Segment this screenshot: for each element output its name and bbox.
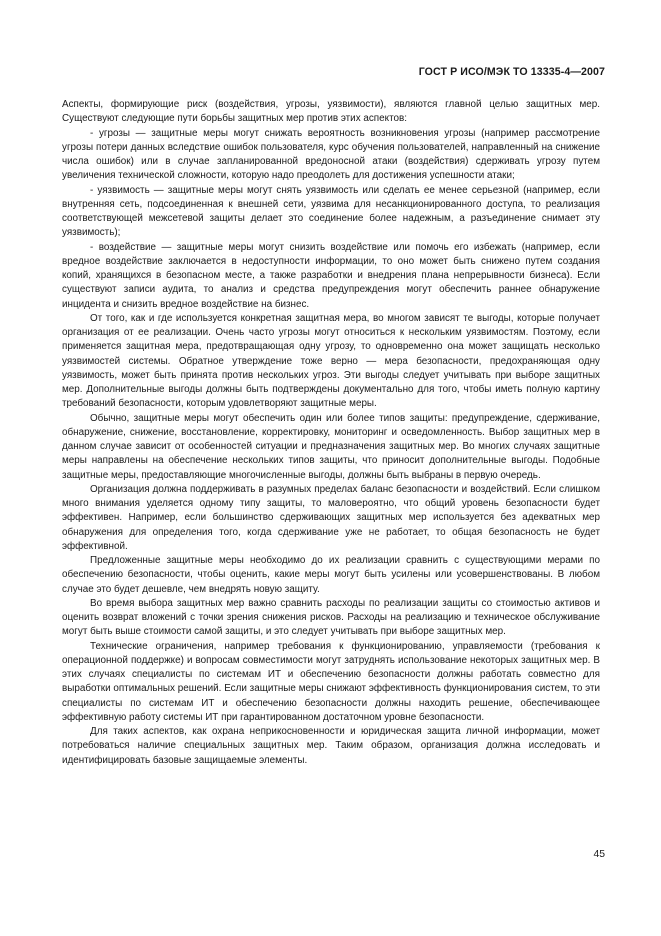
paragraph-intro: Аспекты, формирующие риск (воздействия, угрозы, уязвимости), являются главной целью защитных мер. Существуют следующие пути борьбы защитных мер против этих аспектов: (62, 99, 600, 125)
paragraph-privacy: Для таких аспектов, как охрана неприкосновенности и юридическая защита личной информации, может потребоваться наличие специальных защитных мер. Таким образом, организация должна исследовать и идентифицировать базовые защищаемые элементы. (62, 726, 600, 766)
paragraph-threats: - угрозы — защитные меры могут снижать вероятность возникновения угрозы (например рассмотрение угрозы потери данных вследствие ошибок пользователя, курс обучения пользователей, направленный на снижение числа ошибок) или в случае запланированной вредоносной атаки (воздействия) сдерживать угрозу путем увеличения технической сложности, которую надо преодолеть для достижения успешности атаки; (62, 127, 600, 182)
paragraph-impact: - воздействие — защитные меры могут снизить воздействие или помочь его избежать (например, если вредное воздействие заключается в недоступности информации, то оно может быть снижено путем создания копий, хранящихся в безопасном месте, а также разработки и внедрения плана непрерывности бизнеса). Если существуют записи аудита, то анализ и средства предупреждения могут обеспечить раннее обнаружение инцидента и снизить вредное воздействие на бизнес. (62, 241, 600, 310)
document-header: ГОСТ Р ИСО/МЭК ТО 13335-4—2007 (418, 66, 605, 78)
paragraph-balance: Организация должна поддерживать в разумных пределах баланс безопасности и воздействий. Если слишком много внимания уделяется одному типу защиты, то маловероятно, что общий уровень безопасности будет эффективен. Например, если большинство сдерживающих защитных мер используется без адекватных мер обнаружения для определения того, когда сдерживание уже не работает, то общая безопасность не будет эффективной. (62, 483, 600, 552)
paragraph-comparison: Предложенные защитные меры необходимо до их реализации сравнить с существующими мерами по обеспечению безопасности, чтобы оценить, какие меры могут быть усилены или усовершенствованы. В любом случае это будет дешевле, чем внедрять новую защиту. (62, 555, 600, 595)
paragraph-protection-types: Обычно, защитные меры могут обеспечить один или более типов защиты: предупреждение, сдерживание, обнаружение, снижение, восстановление, корректировку, мониторинг и осведомленность. Выбор защитных мер в данном случае зависит от особенностей ситуации и предназначения защитных мер. Во многих случаях защитные меры направлены на обеспечение нескольких типов защиты, что приносит дополнительные выгоды. Подобные защитные меры, предоставляющие многочисленные выгоды, должны быть выбраны в первую очередь. (62, 412, 600, 481)
paragraph-vulnerability: - уязвимость — защитные меры могут снять уязвимость или сделать ее менее серьезной (например, если внутренняя сеть, подсоединенная к внешней сети, уязвима для несанкционированного доступа, то реализация соответствующей межсетевой защиты делает это соединение более надежным, а разъединение снимает эту уязвимость); (62, 184, 600, 239)
paragraph-benefits: От того, как и где используется конкретная защитная мера, во многом зависят те выгоды, которые получает организация от ее реализации. Очень часто угрозы могут относиться к нескольким уязвимостям. Поэтому, если применяется защитная мера, предотвращающая одну угрозу, то одновременно она может защищать несколько уязвимостей системы. Обратное утверждение тоже верно — мера безопасности, предохраняющая одну уязвимость, может быть принята против нескольких угроз. Эти выгоды следует учитывать при выборе защитных мер. Дополнительные выгоды должны быть подтверждены документально для того, чтобы иметь полную картину требований безопасности, которым удовлетворяют защитные меры. (62, 312, 600, 410)
body-text (62, 98, 600, 768)
paragraph-costs: Во время выбора защитных мер важно сравнить расходы по реализации защиты со стоимостью активов и оценить возврат вложений с точки зрения снижения рисков. Расходы на реализацию и техническое обслуживание могут быть выше стоимости самой защиты, и это следует учитывать при выборе защитных мер. (62, 597, 600, 638)
page-number: 45 (593, 849, 605, 860)
paragraph-technical-constraints: Технические ограничения, например требования к функционированию, управляемости (требования к операционной поддержке) и вопросам совместимости могут затруднять использование некоторых защитных мер. В этих случаях специалисты по системам ИТ и обеспечению безопасности должны работать совместно для выработки оптимальных решений. Если защитные меры снижают эффективность функционирования систем, то эти специалисты по системам ИТ и обеспечению безопасности должны находить решение, обеспечивающее эффективную работу системы ИТ при гарантированном достаточном уровне безопасности. (62, 640, 600, 723)
